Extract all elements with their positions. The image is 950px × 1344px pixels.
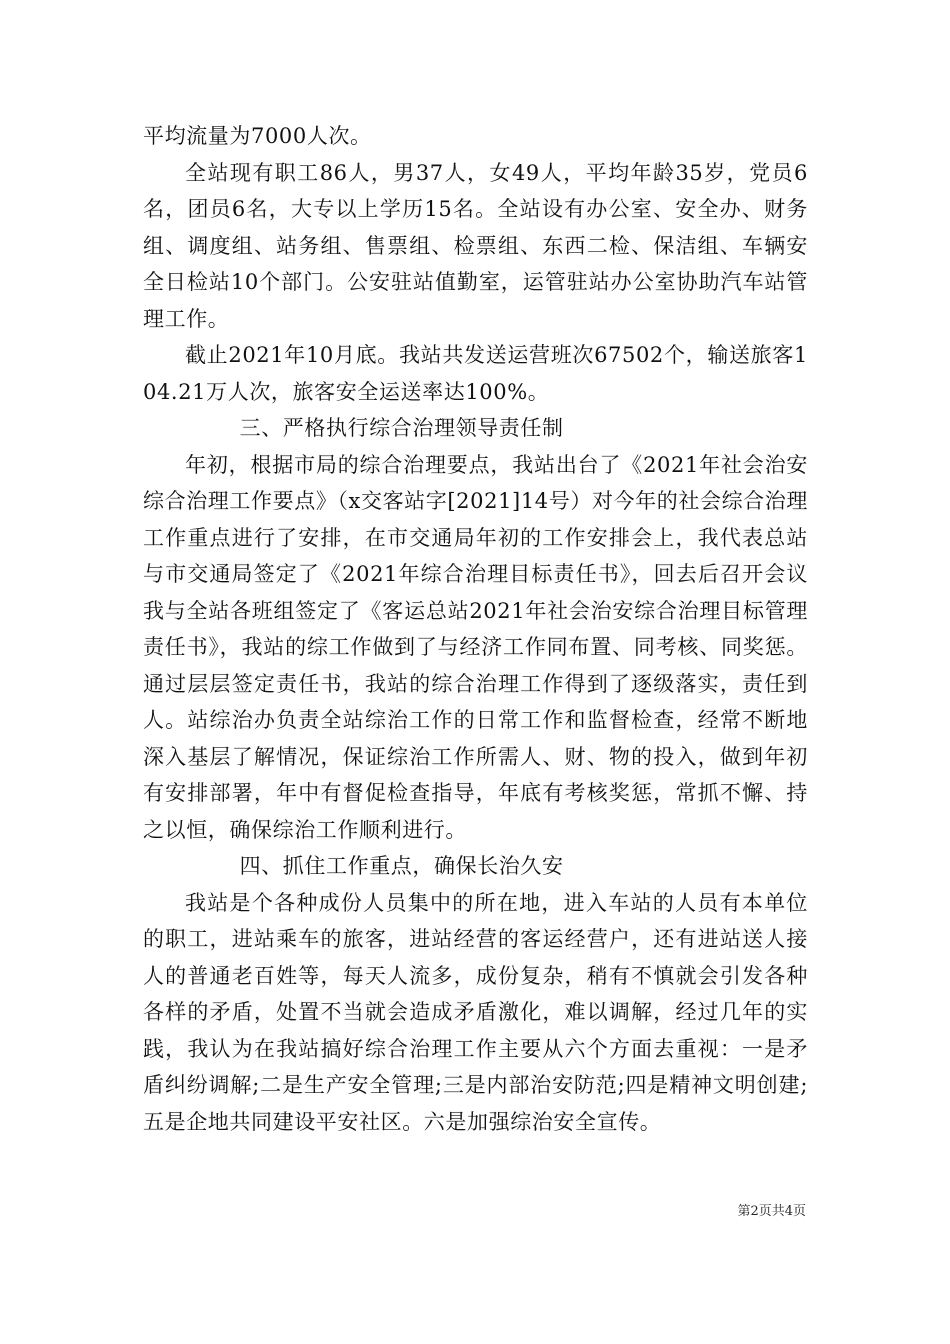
section-heading-three: 三、严格执行综合治理领导责任制 — [239, 416, 564, 440]
paragraph-transport-statistics: 截止2021年10月底。我站共发送运营班次67502个，输送旅客104.21万人次，旅客安全运送率达100%。 — [143, 343, 808, 404]
document-body — [143, 118, 808, 1140]
section-heading-four: 四、抓住工作重点，确保长治久安 — [239, 854, 564, 878]
paragraph-staff-overview: 全站现有职工86人，男37人，女49人，平均年龄35岁，党员6名，团员6名，大专以上学历15名。全站设有办公室、安全办、财务组、调度组、站务组、售票组、检票组、东西二检、保洁组、车辆安全日检站10个部门。公安驻站值勤室，运管驻站办公室协助汽车站管理工作。 — [143, 160, 808, 331]
paragraph-key-work-areas: 我站是个各种成份人员集中的所在地，进入车站的人员有本单位的职工，进站乘车的旅客，进站经营的客运经营户，还有进站送人接人的普通老百姓等，每天人流多，成份复杂，稍有不慎就会引发各种各样的矛盾，处置不当就会造成矛盾激化，难以调解，经过几年的实践，我认为在我站搞好综合治理工作主要从六个方面去重视：一是矛盾纠纷调解;二是生产安全管理;三是内部治安防范;四是精神文明创建;五是企地共同建设平安社区。六是加强综治安全宣传。 — [143, 890, 808, 1134]
page-number-footer: 第2页共4页 — [737, 1204, 806, 1219]
paragraph-traffic-average: 平均流量为7000人次。 — [143, 124, 372, 148]
paragraph-responsibility-system: 年初，根据市局的综合治理要点，我站出台了《2021年社会治安综合治理工作要点》（x交客站字[2021]14号）对今年的社会综合治理工作重点进行了安排，在市交通局年初的工作安排会上，我代表总站与市交通局签定了《2021年综合治理目标责任书》，回去后召开会议我与全站各班组签定了《客运总站2021年社会治安综合治理目标管理责任书》，我站的综工作做到了与经济工作同布置、同考核、同奖惩。通过层层签定责任书，我站的综合治理工作得到了逐级落实，责任到人。站综治办负责全站综治工作的日常工作和监督检查，经常不断地深入基层了解情况，保证综治工作所需人、财、物的投入，做到年初有安排部署，年中有督促检查指导，年底有考核奖惩，常抓不懈、持之以恒，确保综治工作顺利进行。 — [143, 452, 808, 842]
